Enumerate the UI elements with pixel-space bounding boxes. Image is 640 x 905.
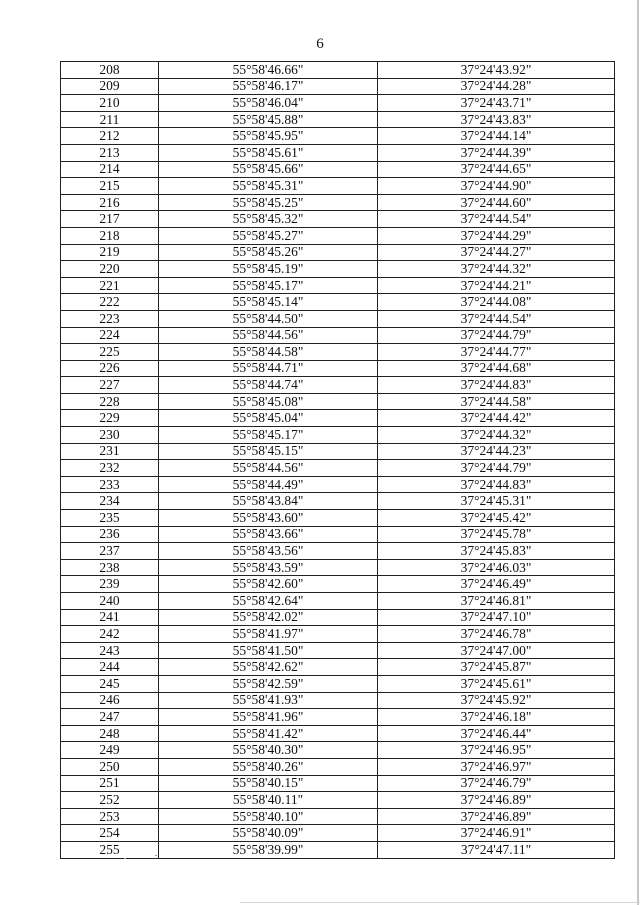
table-row <box>61 111 615 128</box>
table-row <box>61 144 615 161</box>
point-number-cell: 211 <box>61 111 159 128</box>
table-row <box>61 808 615 825</box>
point-number-cell: 215 <box>61 178 159 195</box>
latitude-cell: 55°58'40.15" <box>159 775 378 792</box>
point-number-cell: 210 <box>61 95 159 112</box>
point-number-cell: 239 <box>61 576 159 593</box>
longitude-cell: 37°24'46.89" <box>378 792 615 809</box>
longitude-cell: 37°24'44.79" <box>378 327 615 344</box>
longitude-cell: 37°24'47.11" <box>378 841 615 858</box>
point-number-cell: 249 <box>61 742 159 759</box>
point-number-cell: 219 <box>61 244 159 261</box>
point-number-cell: 237 <box>61 543 159 560</box>
latitude-cell: 55°58'45.61" <box>159 144 378 161</box>
longitude-cell: 37°24'44.77" <box>378 344 615 361</box>
longitude-cell: 37°24'46.49" <box>378 576 615 593</box>
table-row <box>61 841 615 858</box>
latitude-cell: 55°58'45.19" <box>159 261 378 278</box>
latitude-cell: 55°58'45.04" <box>159 410 378 427</box>
latitude-cell: 55°58'46.04" <box>159 95 378 112</box>
longitude-cell: 37°24'44.29" <box>378 227 615 244</box>
latitude-cell: 55°58'45.32" <box>159 211 378 228</box>
table-row <box>61 576 615 593</box>
point-number-cell: 231 <box>61 443 159 460</box>
point-number-cell: 228 <box>61 393 159 410</box>
scan-speck <box>124 858 126 859</box>
table-row <box>61 294 615 311</box>
longitude-cell: 37°24'44.08" <box>378 294 615 311</box>
table-row <box>61 642 615 659</box>
table-row <box>61 261 615 278</box>
point-number-cell: 220 <box>61 261 159 278</box>
longitude-cell: 37°24'46.03" <box>378 559 615 576</box>
point-number-cell: 233 <box>61 476 159 493</box>
table-row <box>61 609 615 626</box>
point-number-cell: 253 <box>61 808 159 825</box>
longitude-cell: 37°24'46.79" <box>378 775 615 792</box>
point-number-cell: 252 <box>61 792 159 809</box>
longitude-cell: 37°24'44.39" <box>378 144 615 161</box>
longitude-cell: 37°24'43.83" <box>378 111 615 128</box>
longitude-cell: 37°24'44.58" <box>378 393 615 410</box>
table-row <box>61 393 615 410</box>
latitude-cell: 55°58'40.09" <box>159 825 378 842</box>
point-number-cell: 240 <box>61 593 159 610</box>
point-number-cell: 225 <box>61 344 159 361</box>
table-row <box>61 427 615 444</box>
point-number-cell: 213 <box>61 144 159 161</box>
longitude-cell: 37°24'46.78" <box>378 626 615 643</box>
point-number-cell: 255 <box>61 841 159 858</box>
scan-speck <box>155 855 157 856</box>
table-row <box>61 510 615 527</box>
latitude-cell: 55°58'44.56" <box>159 460 378 477</box>
latitude-cell: 55°58'45.25" <box>159 194 378 211</box>
latitude-cell: 55°58'40.10" <box>159 808 378 825</box>
longitude-cell: 37°24'45.78" <box>378 526 615 543</box>
longitude-cell: 37°24'44.54" <box>378 211 615 228</box>
longitude-cell: 37°24'46.81" <box>378 593 615 610</box>
longitude-cell: 37°24'43.71" <box>378 95 615 112</box>
latitude-cell: 55°58'43.84" <box>159 493 378 510</box>
latitude-cell: 55°58'41.96" <box>159 709 378 726</box>
longitude-cell: 37°24'46.18" <box>378 709 615 726</box>
coordinates-table <box>60 61 615 859</box>
table-row <box>61 725 615 742</box>
table-row <box>61 593 615 610</box>
point-number-cell: 224 <box>61 327 159 344</box>
table-row <box>61 194 615 211</box>
longitude-cell: 37°24'46.95" <box>378 742 615 759</box>
point-number-cell: 235 <box>61 510 159 527</box>
point-number-cell: 223 <box>61 310 159 327</box>
latitude-cell: 55°58'44.74" <box>159 377 378 394</box>
latitude-cell: 55°58'40.11" <box>159 792 378 809</box>
latitude-cell: 55°58'45.31" <box>159 178 378 195</box>
scan-edge-bottom <box>240 902 640 903</box>
latitude-cell: 55°58'43.59" <box>159 559 378 576</box>
longitude-cell: 37°24'44.21" <box>378 277 615 294</box>
latitude-cell: 55°58'43.56" <box>159 543 378 560</box>
latitude-cell: 55°58'44.56" <box>159 327 378 344</box>
table-row <box>61 758 615 775</box>
longitude-cell: 37°24'44.60" <box>378 194 615 211</box>
longitude-cell: 37°24'45.83" <box>378 543 615 560</box>
longitude-cell: 37°24'46.44" <box>378 725 615 742</box>
table-row <box>61 742 615 759</box>
point-number-cell: 216 <box>61 194 159 211</box>
point-number-cell: 245 <box>61 675 159 692</box>
table-row <box>61 360 615 377</box>
longitude-cell: 37°24'44.32" <box>378 261 615 278</box>
latitude-cell: 55°58'44.71" <box>159 360 378 377</box>
longitude-cell: 37°24'43.92" <box>378 62 615 79</box>
longitude-cell: 37°24'44.79" <box>378 460 615 477</box>
latitude-cell: 55°58'45.17" <box>159 277 378 294</box>
table-row <box>61 443 615 460</box>
longitude-cell: 37°24'44.42" <box>378 410 615 427</box>
point-number-cell: 254 <box>61 825 159 842</box>
latitude-cell: 55°58'42.59" <box>159 675 378 692</box>
latitude-cell: 55°58'39.99" <box>159 841 378 858</box>
latitude-cell: 55°58'41.50" <box>159 642 378 659</box>
latitude-cell: 55°58'45.08" <box>159 393 378 410</box>
point-number-cell: 222 <box>61 294 159 311</box>
longitude-cell: 37°24'47.10" <box>378 609 615 626</box>
latitude-cell: 55°58'46.66" <box>159 62 378 79</box>
longitude-cell: 37°24'44.83" <box>378 476 615 493</box>
point-number-cell: 238 <box>61 559 159 576</box>
table-row <box>61 559 615 576</box>
table-row <box>61 244 615 261</box>
point-number-cell: 251 <box>61 775 159 792</box>
longitude-cell: 37°24'45.31" <box>378 493 615 510</box>
latitude-cell: 55°58'45.88" <box>159 111 378 128</box>
table-row <box>61 227 615 244</box>
table-row <box>61 161 615 178</box>
latitude-cell: 55°58'41.93" <box>159 692 378 709</box>
point-number-cell: 221 <box>61 277 159 294</box>
longitude-cell: 37°24'44.68" <box>378 360 615 377</box>
table-row <box>61 626 615 643</box>
latitude-cell: 55°58'40.30" <box>159 742 378 759</box>
scan-edge-right <box>637 0 639 905</box>
coordinates-table-body <box>61 62 615 859</box>
table-row <box>61 709 615 726</box>
point-number-cell: 234 <box>61 493 159 510</box>
point-number-cell: 241 <box>61 609 159 626</box>
point-number-cell: 218 <box>61 227 159 244</box>
longitude-cell: 37°24'44.14" <box>378 128 615 145</box>
point-number-cell: 246 <box>61 692 159 709</box>
latitude-cell: 55°58'45.14" <box>159 294 378 311</box>
point-number-cell: 227 <box>61 377 159 394</box>
longitude-cell: 37°24'44.32" <box>378 427 615 444</box>
table-row <box>61 377 615 394</box>
latitude-cell: 55°58'40.26" <box>159 758 378 775</box>
table-row <box>61 526 615 543</box>
point-number-cell: 209 <box>61 78 159 95</box>
table-row <box>61 493 615 510</box>
point-number-cell: 229 <box>61 410 159 427</box>
table-row <box>61 310 615 327</box>
longitude-cell: 37°24'45.92" <box>378 692 615 709</box>
table-row <box>61 211 615 228</box>
latitude-cell: 55°58'42.64" <box>159 593 378 610</box>
point-number-cell: 242 <box>61 626 159 643</box>
latitude-cell: 55°58'45.17" <box>159 427 378 444</box>
longitude-cell: 37°24'44.83" <box>378 377 615 394</box>
point-number-cell: 208 <box>61 62 159 79</box>
latitude-cell: 55°58'45.66" <box>159 161 378 178</box>
longitude-cell: 37°24'46.97" <box>378 758 615 775</box>
longitude-cell: 37°24'46.89" <box>378 808 615 825</box>
table-row <box>61 95 615 112</box>
page-number: 6 <box>316 36 324 52</box>
table-row <box>61 410 615 427</box>
latitude-cell: 55°58'43.66" <box>159 526 378 543</box>
point-number-cell: 248 <box>61 725 159 742</box>
table-row <box>61 692 615 709</box>
table-row <box>61 825 615 842</box>
longitude-cell: 37°24'45.61" <box>378 675 615 692</box>
longitude-cell: 37°24'44.54" <box>378 310 615 327</box>
longitude-cell: 37°24'45.87" <box>378 659 615 676</box>
table-row <box>61 775 615 792</box>
longitude-cell: 37°24'44.23" <box>378 443 615 460</box>
latitude-cell: 55°58'46.17" <box>159 78 378 95</box>
table-row <box>61 327 615 344</box>
table-row <box>61 78 615 95</box>
latitude-cell: 55°58'44.50" <box>159 310 378 327</box>
table-row <box>61 659 615 676</box>
point-number-cell: 247 <box>61 709 159 726</box>
latitude-cell: 55°58'41.97" <box>159 626 378 643</box>
table-row <box>61 277 615 294</box>
latitude-cell: 55°58'44.58" <box>159 344 378 361</box>
table-row <box>61 178 615 195</box>
latitude-cell: 55°58'44.49" <box>159 476 378 493</box>
point-number-cell: 236 <box>61 526 159 543</box>
longitude-cell: 37°24'47.00" <box>378 642 615 659</box>
table-row <box>61 675 615 692</box>
table-row <box>61 62 615 79</box>
point-number-cell: 232 <box>61 460 159 477</box>
latitude-cell: 55°58'45.27" <box>159 227 378 244</box>
point-number-cell: 230 <box>61 427 159 444</box>
table-row <box>61 344 615 361</box>
longitude-cell: 37°24'45.42" <box>378 510 615 527</box>
table-row <box>61 543 615 560</box>
point-number-cell: 214 <box>61 161 159 178</box>
latitude-cell: 55°58'42.62" <box>159 659 378 676</box>
latitude-cell: 55°58'45.95" <box>159 128 378 145</box>
latitude-cell: 55°58'45.15" <box>159 443 378 460</box>
point-number-cell: 250 <box>61 758 159 775</box>
latitude-cell: 55°58'43.60" <box>159 510 378 527</box>
table-row <box>61 792 615 809</box>
point-number-cell: 212 <box>61 128 159 145</box>
longitude-cell: 37°24'44.27" <box>378 244 615 261</box>
point-number-cell: 217 <box>61 211 159 228</box>
longitude-cell: 37°24'44.28" <box>378 78 615 95</box>
point-number-cell: 244 <box>61 659 159 676</box>
table-row <box>61 128 615 145</box>
point-number-cell: 226 <box>61 360 159 377</box>
longitude-cell: 37°24'44.90" <box>378 178 615 195</box>
latitude-cell: 55°58'41.42" <box>159 725 378 742</box>
longitude-cell: 37°24'46.91" <box>378 825 615 842</box>
table-row <box>61 476 615 493</box>
table-row <box>61 460 615 477</box>
point-number-cell: 243 <box>61 642 159 659</box>
longitude-cell: 37°24'44.65" <box>378 161 615 178</box>
latitude-cell: 55°58'42.02" <box>159 609 378 626</box>
latitude-cell: 55°58'45.26" <box>159 244 378 261</box>
latitude-cell: 55°58'42.60" <box>159 576 378 593</box>
